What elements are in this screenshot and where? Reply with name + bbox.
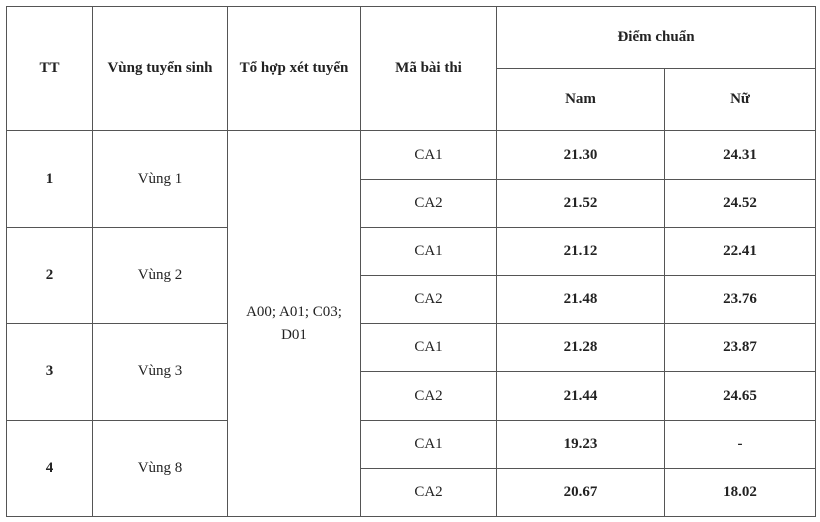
table-row [7, 227, 816, 275]
header-exam-code: Mã bài thi [361, 7, 497, 131]
male-score-cell: 21.48 [497, 276, 665, 324]
male-score-cell: 21.30 [497, 131, 665, 179]
row-tt: 3 [7, 324, 93, 420]
header-female: Nữ [665, 69, 816, 131]
cutoff-score-table [6, 6, 816, 517]
female-score-cell: 23.87 [665, 324, 816, 372]
exam-code-cell: CA1 [361, 227, 497, 275]
male-score-cell: 21.44 [497, 372, 665, 420]
exam-code-cell: CA1 [361, 324, 497, 372]
header-cutoff: Điểm chuẩn [497, 7, 816, 69]
female-score-cell: 22.41 [665, 227, 816, 275]
male-score-cell: 21.12 [497, 227, 665, 275]
female-score-cell: 24.52 [665, 179, 816, 227]
header-region: Vùng tuyển sinh [93, 7, 228, 131]
male-score-cell: 19.23 [497, 420, 665, 468]
row-tt: 4 [7, 420, 93, 516]
exam-code-cell: CA1 [361, 420, 497, 468]
exam-code-cell: CA2 [361, 468, 497, 516]
exam-code-cell: CA2 [361, 276, 497, 324]
male-score-cell: 21.28 [497, 324, 665, 372]
row-region: Vùng 2 [93, 227, 228, 323]
combination-cell: A00; A01; C03; D01 [228, 131, 361, 517]
header-combination: Tổ hợp xét tuyển [228, 7, 361, 131]
exam-code-cell: CA2 [361, 179, 497, 227]
row-tt: 2 [7, 227, 93, 323]
exam-code-cell: CA2 [361, 372, 497, 420]
header-tt: TT [7, 7, 93, 131]
male-score-cell: 21.52 [497, 179, 665, 227]
row-region: Vùng 1 [93, 131, 228, 227]
row-region: Vùng 8 [93, 420, 228, 516]
header-male: Nam [497, 69, 665, 131]
row-tt: 1 [7, 131, 93, 227]
exam-code-cell: CA1 [361, 131, 497, 179]
female-score-cell: 18.02 [665, 468, 816, 516]
female-score-cell: - [665, 420, 816, 468]
female-score-cell: 24.65 [665, 372, 816, 420]
table-row [7, 131, 816, 179]
table-row [7, 324, 816, 372]
female-score-cell: 23.76 [665, 276, 816, 324]
male-score-cell: 20.67 [497, 468, 665, 516]
table-row [7, 420, 816, 468]
row-region: Vùng 3 [93, 324, 228, 420]
header-row [7, 7, 816, 69]
female-score-cell: 24.31 [665, 131, 816, 179]
